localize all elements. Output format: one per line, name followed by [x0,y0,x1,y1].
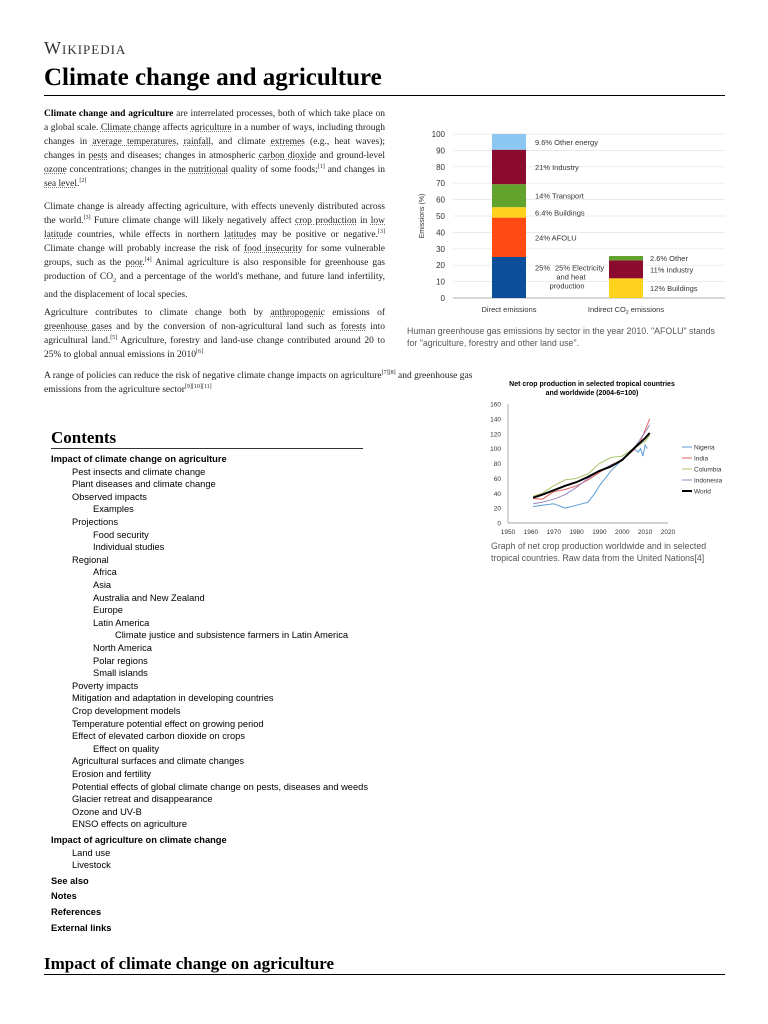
ref-7-8[interactable]: [7][8] [381,369,396,376]
bar-segment [492,150,526,184]
link-greenhouse-gases[interactable]: greenhouse gases [44,322,112,332]
toc-item[interactable]: External links [51,922,112,933]
page-title: Climate change and agriculture [44,64,382,91]
toc-item[interactable]: Plant diseases and climate change [72,479,216,490]
text: and a percentage of the world's methane, and future land infertility, and the displacement of local species. [44,272,385,300]
paragraph-2 [44,200,385,302]
x-tick-label: 2020 [660,529,676,536]
toc-item[interactable]: Ozone and UV-B [72,806,142,817]
legend-label: India [694,455,709,463]
text: and greenhouse gas emissions from the agriculture sector [44,371,473,395]
text: Future climate change will likely negatively affect [90,216,296,226]
segment-label: 2.6% Other [650,254,688,264]
y-tick-label: 0 [497,520,501,528]
text: in [356,216,371,226]
toc-rule [51,448,363,449]
series-line [533,419,650,499]
link-latitudes[interactable]: latitudes [224,230,257,240]
chart-subtitle: and worldwide (2004-6=100) [545,390,639,397]
link-agriculture[interactable]: agriculture [190,123,232,133]
toc-item[interactable]: Livestock [72,860,111,871]
x-category-label: Indirect $CO_2$ emissions [587,305,665,316]
y-tick-label: 90 [436,146,445,156]
toc-item[interactable]: Europe [93,605,123,616]
ref-3[interactable]: [3] [83,214,91,221]
link-crop-production[interactable]: crop production [295,216,357,226]
y-tick-label: 80 [493,461,501,468]
segment-label: 21% Industry [535,162,579,172]
link-rainfall[interactable]: rainfall [183,137,212,147]
text: Climate change will probably increase the risk of [44,244,245,254]
y-tick-label: 80 [436,162,445,172]
link-pests[interactable]: pests [88,151,108,161]
toc-item[interactable]: Mitigation and adaptation in developing countries [72,693,274,704]
toc-heading: Contents [51,428,117,447]
link-food-insecurity[interactable]: food insecurity [244,244,303,254]
y-tick-label: 50 [436,212,445,221]
text: concentrations; changes in the [66,165,189,175]
toc-item[interactable]: Impact of agriculture on climate change [51,835,227,845]
toc-item[interactable]: Observed impacts [72,491,147,502]
bar-segment [492,134,526,150]
toc-item[interactable]: Regional [72,554,109,565]
toc-item[interactable]: Pest insects and climate change [72,466,206,477]
paragraph-3 [44,306,385,362]
ref-3b[interactable]: [3] [378,228,385,235]
y-tick-label: 0 [440,294,445,303]
co2-subscript: 2 [113,277,117,284]
annotation-text: and heat [556,272,586,282]
legend-label: Nigeria [694,444,715,452]
x-tick-label: 1980 [569,529,584,536]
toc-item[interactable]: North America [93,643,152,653]
link-poor[interactable]: poor [125,258,143,268]
y-tick-label: 100 [431,130,445,139]
y-tick-label: 120 [490,431,501,439]
link-extremes[interactable]: extremes [270,137,305,147]
text: Agriculture, forestry and land-use change contributed around 20 to 25% to global annual emissions in 2010 [44,336,385,360]
text: . [142,258,145,268]
segment-label: 14% Transport [535,191,584,201]
toc-item[interactable]: Examples [93,504,134,515]
paragraph-1 [44,107,385,191]
bar-segment [609,256,643,260]
segment-label: 11% Industry [650,265,694,275]
text: (e.g., heat waves); changes in [44,137,385,161]
figure-2-caption: Graph of net crop production worldwide and in selected tropical countries. Raw data from the United Nations[4] [491,541,707,563]
link-ozone[interactable]: ozone [44,165,67,175]
y-tick-label: 60 [436,195,445,205]
toc-item[interactable]: ENSO effects on agriculture [72,819,188,830]
ref-1[interactable]: [1] [317,163,325,170]
section-rule [44,974,725,975]
toc-item[interactable]: Crop development models [72,706,181,716]
toc-item[interactable]: Notes [51,891,77,902]
series-line [533,435,650,496]
toc-item[interactable]: Land use [72,847,111,858]
link-low-latitude[interactable]: low latitude [44,216,385,240]
x-tick-label: 1950 [500,529,516,536]
segment-label: 9.6% Other energy [535,137,598,147]
y-tick-label: 20 [493,505,501,513]
link-forests[interactable]: forests [340,322,367,332]
figure-1-caption: Human greenhouse gas emissions by sector in the year 2010. "AFOLU" stands for "agriculture, forestry and other land use". [407,326,715,348]
y-tick-label: 20 [436,261,445,271]
text: . [76,179,80,189]
ref-6[interactable]: [6] [196,348,203,355]
text: and changes in [324,165,385,175]
link-climate-change[interactable]: Climate change [100,123,161,133]
emissions-stacked-bar-chart [405,124,735,320]
toc-item[interactable]: Africa [93,567,117,578]
text: , [176,137,184,147]
text: , and climate [211,137,271,147]
segment-label: 12% Buildings [650,284,698,294]
y-tick-label: 70 [436,179,445,189]
toc-item[interactable]: Agricultural surfaces and climate changes [72,756,245,767]
crop-production-line-chart [484,376,734,538]
bar-segment [492,257,526,298]
title-rule [44,95,725,96]
toc-item[interactable]: See also [51,875,89,886]
text: into agricultural land. [44,322,385,346]
toc-item[interactable]: Climate justice and subsistence farmers in Latin America [115,630,349,641]
ref-2[interactable]: [2] [79,177,87,184]
toc-item[interactable]: Projections [72,517,118,527]
toc-item[interactable]: Polar regions [93,655,148,666]
annotation-text: 25% Electricity [555,263,605,273]
toc-item[interactable]: Glacier retreat and disappearance [72,794,213,805]
y-tick-label: 140 [490,416,501,424]
text: emissions of [324,308,386,318]
text: countries, while effects in northern [72,230,225,240]
link-anthropogenic[interactable]: anthropogenic [270,308,325,318]
section-heading: Impact of climate change on agriculture [44,954,335,973]
link-carbon-dioxide[interactable]: carbon dioxide [258,151,317,161]
toc-item[interactable]: Asia [93,580,112,590]
text: Agriculture contributes to climate change both by [44,308,271,318]
y-tick-label: 160 [490,401,501,409]
ref-4[interactable]: [4] [144,256,152,263]
y-tick-label: 40 [436,228,445,238]
legend-label: Columbia [694,466,722,474]
legend-label: World [694,488,711,496]
toc-item[interactable]: Individual studies [93,542,165,553]
y-axis-label: Emissions (%) [419,193,426,239]
toc-item[interactable]: Impact of climate change on agriculture [51,454,227,464]
legend-label: Indonesia [694,477,723,485]
toc-item[interactable]: Erosion and fertility [72,769,152,779]
ref-9-11[interactable]: [9][10][11] [184,383,212,390]
text: may be positive or negative. [256,230,378,240]
segment-label: 25% [535,263,551,273]
toc-item[interactable]: Temperature potential effect on growing period [72,718,264,729]
x-tick-label: 2000 [615,529,630,536]
text: for some vulnerable groups, such as the [44,244,385,268]
y-tick-label: 100 [490,446,501,454]
y-tick-label: 10 [436,277,445,287]
toc-item[interactable]: Food security [93,529,149,540]
segment-label: 6.4% Buildings [535,208,585,218]
x-tick-label: 1960 [523,529,539,536]
toc-item[interactable]: Australia and New Zealand [93,592,205,603]
paragraph-4 [44,369,484,397]
x-category-label: Direct emissions [481,305,537,314]
x-tick-label: 1970 [546,529,561,536]
text: affects [160,123,191,133]
y-tick-label: 30 [436,244,445,254]
link-nutritional[interactable]: nutritional [188,165,229,175]
bar-segment [609,260,643,278]
bar-segment [492,207,526,217]
toc-item[interactable]: Effect of elevated carbon dioxide on crops [72,731,245,742]
text: A range of policies can reduce the risk of negative climate change impacts on agriculture [44,371,382,381]
text: and diseases; changes in atmospheric [107,151,259,161]
bar-segment [492,184,526,207]
toc-item[interactable]: Effect on quality [93,743,159,754]
text: and by the conversion of non-agricultural land such as [111,322,341,332]
y-tick-label: 40 [493,490,501,498]
ref-5[interactable]: [5] [110,334,118,341]
y-tick-label: 60 [493,475,501,483]
x-tick-label: 1990 [592,529,607,536]
x-tick-label: 2010 [637,529,653,536]
text: Climate change is already affecting agriculture, with effects unevenly distributed across the world. [44,202,385,226]
wikipedia-logo[interactable]: Wikipedia [44,38,127,58]
annotation-text: production [549,281,585,291]
chart-title: Net crop production in selected tropical countries [509,381,675,388]
bar-segment [492,218,526,257]
lead-bold: Climate change and agriculture [44,109,174,119]
text: and ground-level [316,151,386,161]
toc-item[interactable]: Latin America [93,617,150,628]
text: in a number of ways, including through changes in [44,123,385,147]
toc-item[interactable]: References [51,907,102,917]
bar-segment [609,278,643,298]
toc-item[interactable]: Small islands [93,668,148,679]
link-sea-level[interactable]: sea level [44,179,77,189]
text: Animal agriculture is also responsible for greenhouse gas production of CO [44,258,386,282]
text: quality of some foods; [228,165,318,175]
text: are interrelated processes, both of which take place on a global scale. [44,109,385,133]
toc-item[interactable]: Potential effects of global climate change on pests, diseases and weeds [72,781,368,792]
toc-item[interactable]: Poverty impacts [72,680,139,691]
segment-label: 24% AFOLU [535,233,577,243]
link-average-temperatures[interactable]: average temperatures [92,137,177,147]
